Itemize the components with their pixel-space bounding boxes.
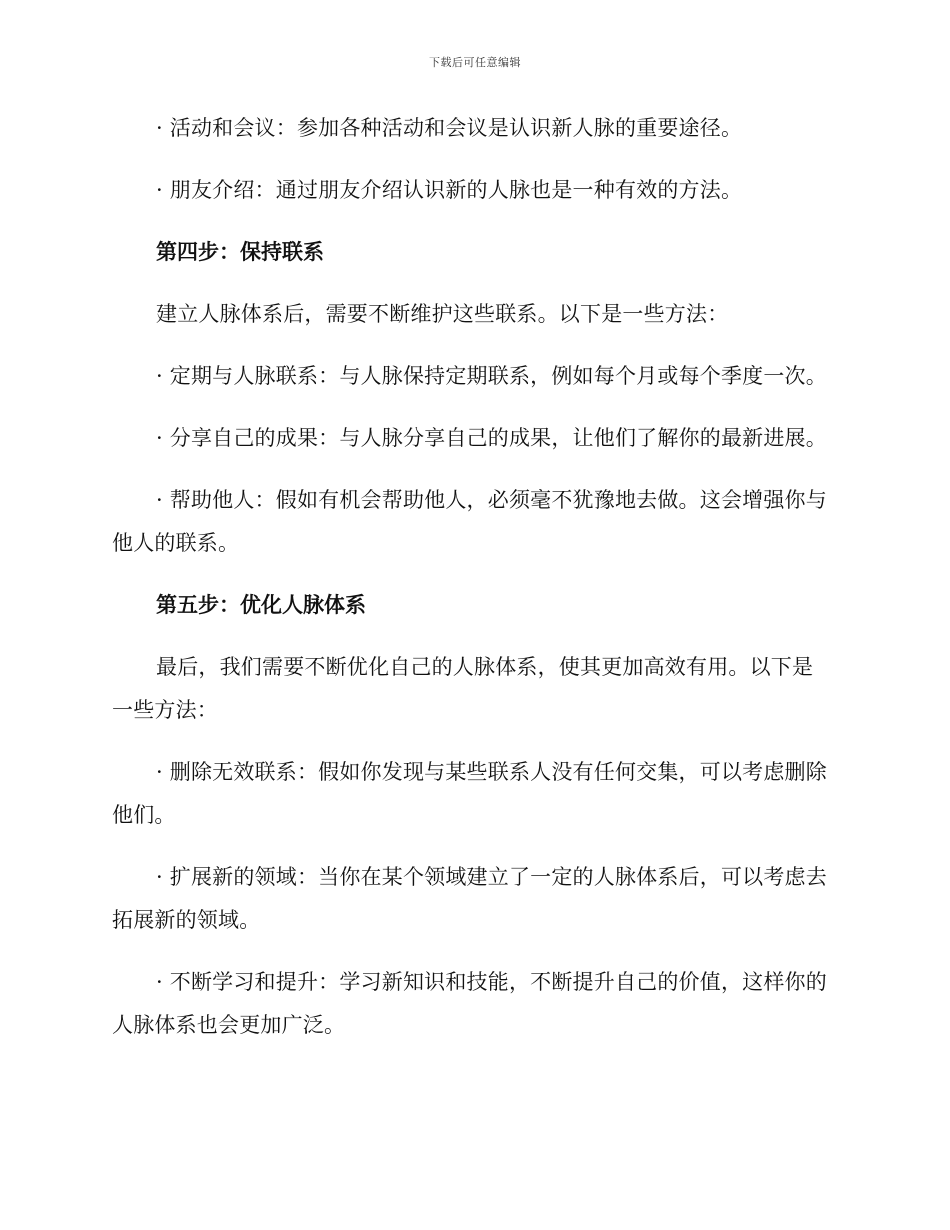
intro-step-four: 建立人脉体系后，需要不断维护这些联系。以下是一些方法：	[156, 302, 729, 326]
section-heading-step-five: 第五步：优化人脉体系	[156, 593, 366, 617]
intro-step-five: 最后，我们需要不断优化自己的人脉体系，使其更加高效有用。以下是一些方法：	[112, 655, 814, 722]
page-header: 下载后可任意编辑	[429, 56, 521, 69]
bullet-keep-learning: · 不断学习和提升：学习新知识和技能，不断提升自己的价值，这样你的人脉体系也会更加广泛。	[112, 970, 827, 1037]
bullet-activities-meetings: · 活动和会议：参加各种活动和会议是认识新人脉的重要途径。	[156, 116, 743, 140]
document-body	[112, 107, 832, 1066]
bullet-share-achievements: · 分享自己的成果：与人脉分享自己的成果，让他们了解你的最新进展。	[156, 426, 827, 450]
bullet-remove-invalid-contacts: · 删除无效联系：假如你发现与某些联系人没有任何交集，可以考虑删除他们。	[112, 760, 827, 827]
bullet-expand-new-fields: · 扩展新的领域：当你在某个领域建立了一定的人脉体系后，可以考虑去拓展新的领域。	[112, 865, 827, 932]
bullet-help-others: · 帮助他人：假如有机会帮助他人，必须毫不犹豫地去做。这会增强你与他人的联系。	[112, 488, 827, 555]
bullet-regular-contact: · 定期与人脉联系：与人脉保持定期联系，例如每个月或每个季度一次。	[156, 364, 827, 388]
section-heading-step-four: 第四步：保持联系	[156, 240, 324, 264]
bullet-friend-introduction: · 朋友介绍：通过朋友介绍认识新的人脉也是一种有效的方法。	[156, 178, 743, 202]
